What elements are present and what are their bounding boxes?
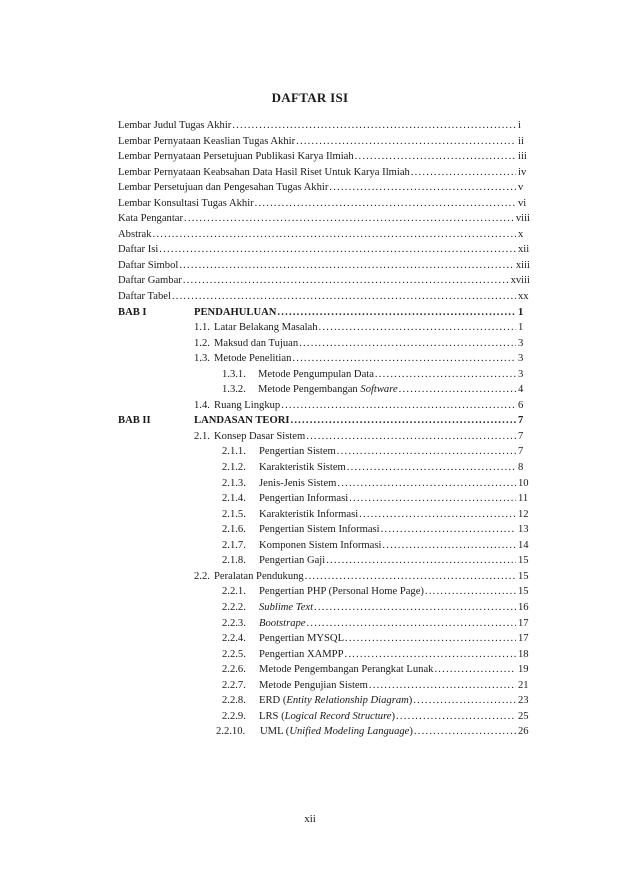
section-entry	[118, 336, 530, 352]
subsection-entry	[118, 631, 530, 647]
dot-leader	[184, 211, 514, 227]
page-title: DAFTAR ISI	[271, 90, 349, 105]
section-page: 17	[518, 633, 529, 645]
section-number: 2.2.2.	[222, 601, 246, 613]
toc-entry-page: iii	[518, 151, 527, 163]
subsection-entry	[118, 444, 530, 460]
subsection-entry	[118, 460, 530, 476]
dot-leader	[425, 584, 516, 600]
section-title: Latar Belakang Masalah	[214, 322, 318, 334]
toc-entry-text: Daftar Isi	[118, 244, 159, 256]
dot-leader	[277, 305, 516, 321]
section-page: 3	[518, 337, 524, 349]
section-page: 15	[518, 570, 529, 582]
toc-entry	[118, 242, 530, 258]
subsection-entry	[118, 538, 530, 554]
toc-entry-page: xx	[518, 291, 529, 303]
toc-entry-page: xiii	[515, 259, 530, 271]
dot-leader	[314, 600, 516, 616]
dot-leader	[414, 724, 516, 740]
italic-term: Entity Relationship Diagram	[286, 695, 409, 707]
toc-entry	[118, 273, 530, 289]
section-page: 4	[518, 384, 524, 396]
dot-leader	[183, 273, 509, 289]
section-title	[259, 616, 306, 632]
section-page: 12	[518, 508, 529, 520]
toc-entry-page: v	[518, 182, 524, 194]
toc-entry	[118, 258, 530, 274]
section-title: Pengertian Gaji	[259, 555, 326, 567]
section-title: Pengertian PHP (Personal Home Page)	[259, 586, 424, 598]
toc-entry	[118, 196, 530, 212]
toc-entry-page: x	[518, 228, 524, 240]
section-number: 2.1.5.	[222, 508, 246, 520]
section-page: 25	[518, 710, 529, 722]
section-number: 1.2.	[194, 337, 210, 349]
section-page: 7	[518, 430, 524, 442]
dot-leader	[290, 413, 516, 429]
toc-entry	[118, 134, 530, 150]
toc-entry	[118, 149, 530, 165]
subsection-entry	[118, 678, 530, 694]
chapter-heading	[118, 305, 530, 321]
dot-leader	[344, 647, 516, 663]
section-page: 1	[518, 322, 524, 334]
toc-entry-page: xii	[518, 244, 530, 256]
subsection-entry	[118, 553, 530, 569]
section-number: 2.2.1.	[222, 586, 246, 598]
section-number: 1.3.1.	[222, 368, 246, 380]
toc-entry-text: Lembar Pernyataan Persetujuan Publikasi Karya Ilmiah	[118, 151, 354, 163]
section-number: 2.2.	[194, 570, 210, 582]
section-number: 2.1.1.	[222, 446, 246, 458]
section-number: 2.2.9.	[222, 710, 246, 722]
section-number: 1.3.2.	[222, 384, 246, 396]
subsection-entry	[118, 600, 530, 616]
section-number: 2.1.2.	[222, 462, 246, 474]
toc-entry-page: i	[518, 120, 521, 131]
section-page: 3	[518, 368, 524, 380]
dot-leader	[375, 367, 516, 383]
table-of-contents	[118, 118, 530, 740]
section-number: 2.2.6.	[222, 664, 246, 676]
section-page: 7	[518, 446, 524, 458]
section-page: 23	[518, 695, 529, 707]
toc-entry	[118, 165, 530, 181]
section-number: 2.1.6.	[222, 524, 246, 536]
subsection-entry	[118, 616, 530, 632]
section-page: 19	[518, 664, 529, 676]
toc-entry	[118, 211, 530, 227]
chapter-title: PENDAHULUAN	[194, 306, 277, 318]
dot-leader	[355, 149, 516, 165]
toc-entry	[118, 118, 530, 134]
dot-leader	[153, 227, 516, 243]
chapter-page: 1	[518, 306, 524, 318]
section-title: Pengertian Sistem	[259, 446, 336, 458]
dot-leader	[306, 429, 516, 445]
section-number: 2.1.7.	[222, 539, 246, 551]
section-page: 13	[518, 524, 529, 536]
section-entry	[118, 569, 530, 585]
toc-entry-page: xviii	[510, 275, 530, 287]
section-title: Komponen Sistem Informasi	[259, 539, 382, 551]
section-page: 3	[518, 353, 524, 365]
dot-leader	[434, 662, 516, 678]
section-number: 1.3.	[194, 353, 210, 365]
toc-entry	[118, 227, 530, 243]
dot-leader	[255, 196, 516, 212]
toc-entry-page: vi	[518, 197, 527, 209]
dot-leader	[159, 242, 516, 258]
section-title	[259, 600, 313, 616]
page-number: xii	[304, 813, 316, 825]
dot-leader	[399, 382, 516, 398]
toc-entry-text: Kata Pengantar	[118, 213, 184, 225]
dot-leader	[307, 616, 517, 632]
section-page: 10	[518, 477, 529, 489]
section-number: 2.2.3.	[222, 617, 246, 629]
section-number: 2.1.3.	[222, 477, 246, 489]
chapter-title: LANDASAN TEORI	[194, 415, 290, 427]
dot-leader	[359, 507, 516, 523]
section-title: Pengertian XAMPP	[259, 648, 344, 660]
dot-leader	[337, 476, 516, 492]
section-number: 2.1.8.	[222, 555, 246, 567]
section-page: 16	[518, 601, 529, 613]
dot-leader	[413, 693, 516, 709]
toc-entry-text: Lembar Konsultasi Tugas Akhir	[118, 197, 254, 209]
toc-entry-page: ii	[518, 135, 524, 147]
section-number: 2.2.10.	[216, 726, 246, 738]
chapter-label: BAB I	[118, 306, 147, 318]
toc-entry-text: Daftar Tabel	[118, 291, 171, 303]
toc-entry-text: Lembar Pernyataan Keaslian Tugas Akhir	[118, 135, 296, 147]
section-title: Metode Pengujian Sistem	[259, 679, 368, 691]
section-entry	[118, 429, 530, 445]
section-page: 26	[518, 726, 529, 738]
subsection-entry	[118, 693, 530, 709]
section-number: 1.4.	[194, 399, 210, 411]
dot-leader	[396, 709, 516, 725]
section-entry	[118, 398, 530, 414]
toc-entry-page: iv	[518, 166, 527, 178]
section-title: Metode Pengembangan Perangkat Lunak	[259, 664, 434, 676]
toc-entry	[118, 289, 530, 305]
subsection-entry	[118, 647, 530, 663]
dot-leader	[337, 444, 516, 460]
section-title: Karakteristik Sistem	[259, 462, 346, 474]
toc-entry-text: Daftar Gambar	[118, 275, 182, 287]
section-title: Jenis-Jenis Sistem	[259, 477, 337, 489]
dot-leader	[232, 118, 516, 134]
subsection-entry	[118, 367, 530, 383]
section-number: 2.2.8.	[222, 695, 246, 707]
italic-term: Logical Record Structure	[284, 710, 392, 722]
dot-leader	[345, 631, 516, 647]
section-entry	[118, 351, 530, 367]
toc-entry	[118, 180, 530, 196]
section-page: 6	[518, 399, 524, 411]
section-page: 11	[518, 493, 529, 505]
section-title: Metode Penelitian	[214, 353, 292, 365]
section-title: Maksud dan Tujuan	[214, 337, 299, 349]
subsection-entry	[118, 724, 530, 740]
italic-term: Sublime Text	[259, 601, 314, 613]
dot-leader	[305, 569, 516, 585]
dot-leader	[369, 678, 516, 694]
italic-term: Bootstrape	[259, 617, 306, 629]
dot-leader	[381, 522, 516, 538]
chapter-heading	[118, 413, 530, 429]
dot-leader	[382, 538, 516, 554]
subsection-entry	[118, 709, 530, 725]
section-title: ERD (Entity Relationship Diagram)	[259, 695, 413, 707]
section-page: 14	[518, 539, 529, 551]
section-title: Pengertian MYSQL	[259, 633, 345, 645]
section-title: Pengertian Informasi	[259, 493, 349, 505]
section-entry	[118, 320, 530, 336]
section-title: Metode Pengembangan Software	[258, 384, 398, 396]
dot-leader	[299, 336, 516, 352]
section-title: LRS (Logical Record Structure)	[259, 710, 396, 722]
subsection-entry	[118, 584, 530, 600]
toc-entry-text: Lembar Persetujuan dan Pengesahan Tugas Akhir	[118, 182, 329, 194]
section-page: 15	[518, 586, 529, 598]
toc-entry-text: Daftar Simbol	[118, 259, 179, 271]
toc-entry-text: Lembar Judul Tugas Akhir	[118, 120, 232, 131]
section-title: Karakteristik Informasi	[259, 508, 359, 520]
section-number: 2.2.7.	[222, 679, 246, 691]
dot-leader	[172, 289, 516, 305]
subsection-entry	[118, 522, 530, 538]
dot-leader	[349, 491, 516, 507]
section-number: 1.1.	[194, 322, 210, 334]
dot-leader	[329, 180, 516, 196]
italic-term: Unified Modeling Language	[289, 726, 410, 738]
dot-leader	[347, 460, 516, 476]
chapter-label: BAB II	[118, 415, 151, 427]
section-page: 8	[518, 462, 524, 474]
toc-entry-text: Lembar Pernyataan Keabsahan Data Hasil Riset Untuk Karya Ilmiah	[118, 166, 410, 178]
dot-leader	[179, 258, 514, 274]
section-number: 2.1.4.	[222, 493, 246, 505]
dot-leader	[281, 398, 516, 414]
section-number: 2.1.	[194, 430, 210, 442]
toc-entry-text: Abstrak	[118, 228, 152, 240]
chapter-page: 7	[518, 415, 524, 427]
section-page: 21	[518, 679, 529, 691]
dot-leader	[411, 165, 516, 181]
italic-term: Software	[360, 384, 398, 396]
toc-entry-page: viii	[515, 213, 530, 225]
dot-leader	[326, 553, 516, 569]
subsection-entry	[118, 491, 530, 507]
section-page: 18	[518, 648, 529, 660]
section-number: 2.2.4.	[222, 633, 246, 645]
section-title: Metode Pengumpulan Data	[258, 368, 374, 380]
subsection-entry	[118, 507, 530, 523]
section-title: Pengertian Sistem Informasi	[259, 524, 380, 536]
section-title: UML (Unified Modeling Language)	[260, 726, 413, 738]
dot-leader	[319, 320, 516, 336]
section-number: 2.2.5.	[222, 648, 246, 660]
section-title: Peralatan Pendukung	[214, 570, 304, 582]
subsection-entry	[118, 476, 530, 492]
section-page: 15	[518, 555, 529, 567]
section-page: 17	[518, 617, 529, 629]
subsection-entry	[118, 382, 530, 398]
subsection-entry	[118, 662, 530, 678]
section-title: Ruang Lingkup	[214, 399, 281, 411]
dot-leader	[292, 351, 516, 367]
dot-leader	[296, 134, 516, 150]
section-title: Konsep Dasar Sistem	[214, 430, 306, 442]
